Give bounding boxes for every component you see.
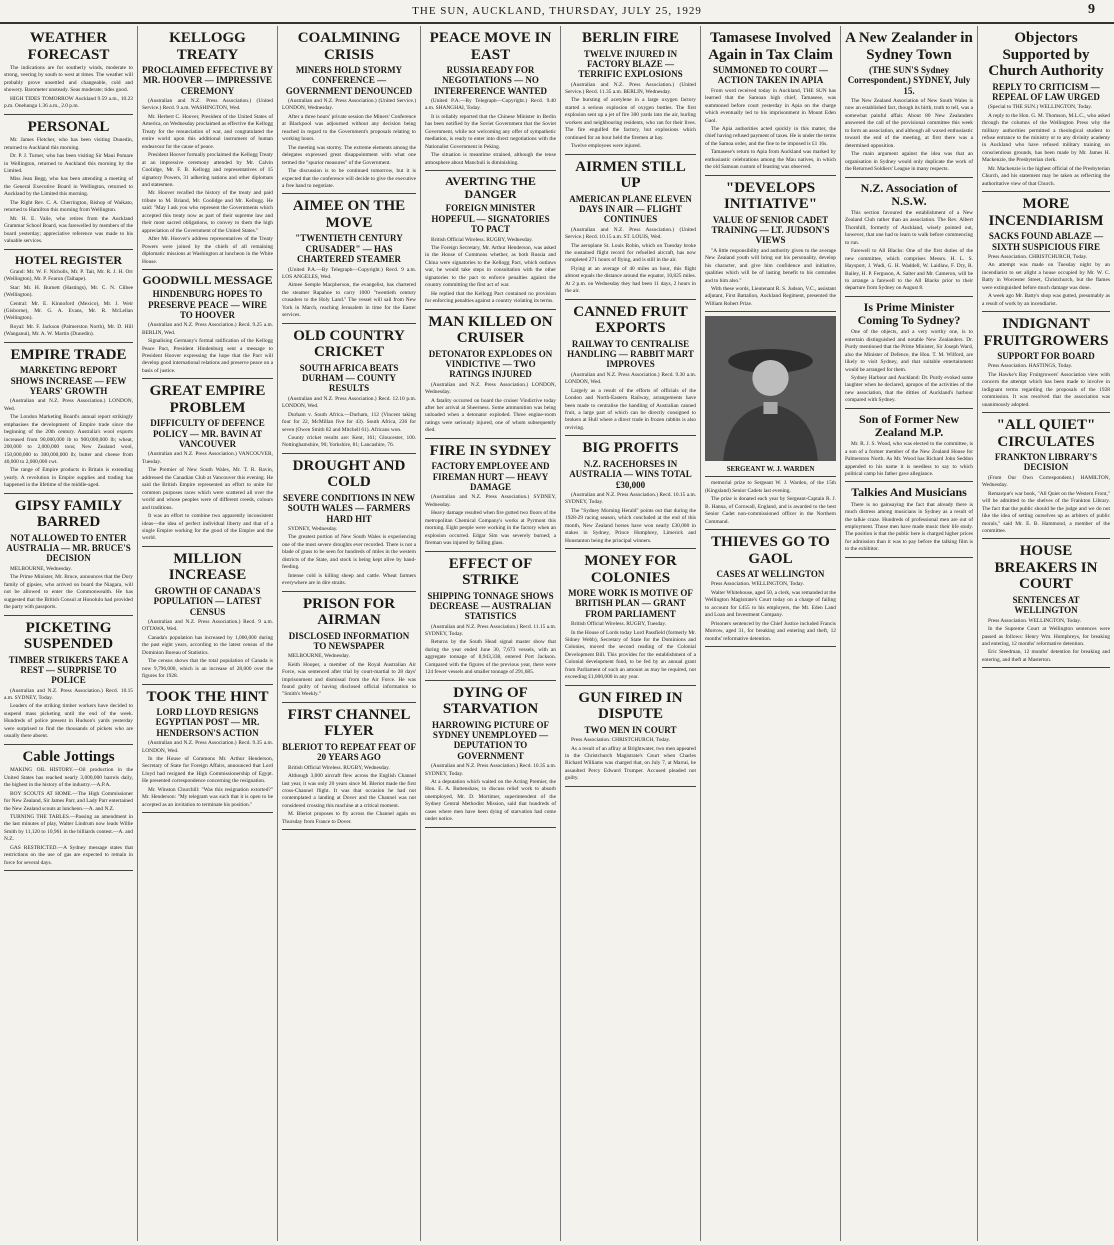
article-paragraph: Press Association. CHRISTCHURCH, Today. — [988, 253, 1088, 260]
article-paragraph: TURNING THE TABLES.—Passing an amendment in the last minutes of play, Walter Lindrum now leads Willie Smith by 11,120 to 10,961 in the billiards contest.—A. and N.Z. — [4, 813, 133, 843]
column-3 — [278, 26, 421, 1241]
article-paragraph: After Mr. Hoover's address representatives of the Treaty Powers were joined by the chiefs of all remaining diplomatic missions at Washington at luncheon in the White House. — [142, 236, 273, 265]
headline: EFFECT OF STRIKE — [448, 555, 533, 588]
subheadline: DETONATOR EXPLODES ON VINDICTIVE — TWO RATINGS INJURED — [428, 348, 553, 380]
article — [425, 556, 556, 681]
divider — [982, 412, 1110, 413]
headline: HOTEL REGISTER — [14, 252, 123, 267]
headline: THIEVES GO TO GAOL — [711, 534, 830, 567]
article-paragraph: (Australian and N.Z. Press Association.) SYDNEY, Wednesday. — [425, 494, 556, 508]
article-paragraph: M. Bleriot proposes to fly across the Channel again on Thursday from France to Dover. — [282, 811, 416, 825]
divider — [142, 812, 273, 813]
column-1 — [0, 26, 138, 1241]
divider — [982, 191, 1110, 192]
divider — [565, 154, 696, 155]
article-paragraph: (Australian and N.Z. Press Association.) Recd. 9.35 a.m. LONDON, Wed. — [142, 740, 273, 754]
divider — [142, 684, 273, 685]
article — [425, 685, 556, 828]
article — [142, 30, 273, 270]
article-paragraph: The indications are for southerly winds, moderate to strong, veering by south to west at times. The weather will probably prove unsettled and changeable, cold and showery. Barometer unsteady. Seas moderate; tides good. — [4, 65, 133, 94]
headline: EMPIRE TRADE — [10, 346, 127, 363]
headline: PEACE MOVE IN EAST — [429, 30, 552, 63]
article-paragraph: It was an effort to combine two apparently inconsistent ideas—the idea of perfect individual liberty and that of a single Empire working for the good of the Empire and the world. — [142, 513, 273, 542]
article-paragraph: MELBOURNE, Wednesday. — [10, 565, 72, 572]
article — [282, 707, 416, 830]
article-paragraph: The aeroplane St. Louis Robin, which on Tuesday broke the sustained flight record for refuelled aircraft, has now completed 271 hours of flying, and is still in the air. — [565, 242, 696, 264]
article — [565, 553, 696, 686]
divider — [142, 378, 273, 379]
article-paragraph: Largely as a result of the efforts of officials of the London and North-Eastern Railway, arrangements have been made to centralise the handling of Australian canned fruit, a large part of which can be directly consigned to brokers at Hull where a direct trade in frozen rabbits is also reviving. — [565, 387, 696, 431]
article-paragraph: The London Marketing Board's annual report strikingly emphasises the development of Empire trade since the beginning of the 20th century. Australia's wool exports increased from 90,000,000 lb to 900,000,000 lb; wheat, 200,000 to 2,000,000 tons; New Zealand wool, 150,000,000 to 300,000,000 lb; butter and cheese from 40,000 to 2,000,000 cwt. — [4, 414, 133, 465]
article-paragraph: The Right Rev. C. A. Cherrington, Bishop of Waikato, returned to Hamilton this morning from Wellington. — [4, 199, 133, 214]
article-paragraph: Press Association. HASTINGS, Today. — [988, 363, 1073, 370]
article — [565, 440, 696, 549]
article-paragraph: A fatality occurred on board the cruiser Vindictive today after her arrival at Sheerness. Some ammunition was being unloaded when a detonator exploded. Three engine-room ratings were seriously injured, one of whom subsequently died. — [425, 397, 556, 434]
article-paragraph: President Hoover formally proclaimed the Kellogg Treaty at an impressive ceremony attended by Mr. Calvin Coolidge, Mr. F. B. Kellogg and representatives of 15 signatory Powers, 31 adhering nations and other diplomats and statesmen. — [142, 152, 273, 189]
divider — [425, 680, 556, 681]
article — [845, 182, 973, 297]
article-paragraph: Miss Jean Begg, who has been attending a meeting of the General Executive Board in Wellington, returned to Auckland by the Limited this morning. — [4, 176, 133, 198]
article-paragraph: (Australian and N.Z. Press Association.) Recd. 10.15 a.m. SYDNEY, Today. — [565, 491, 696, 506]
article — [425, 30, 556, 171]
article-paragraph: After a three hours' private session the Miners' Conference at Blackpool was adjourned without any decision being reached in regard to the Government's proposals relating to working hours. — [282, 113, 416, 143]
article — [982, 196, 1110, 312]
article-paragraph: (Special to THE SUN.) WELLINGTON, Today. — [988, 104, 1092, 111]
article-paragraph: memorial prize to Sergeant W. J. Warden, of the 15th (Kingsland) Senior Cadets last evening. — [705, 480, 836, 494]
article-paragraph: The main argument against the idea was that an organisation in Sydney would only duplicate the work of the Returned Soldiers' League in many respects. — [845, 151, 973, 173]
subheadline: SHIPPING TONNAGE SHOWS DECREASE — AUSTRALIAN STATISTICS — [427, 590, 554, 622]
column-8 — [978, 26, 1114, 1241]
article — [425, 175, 556, 309]
article-paragraph: (Australian and N.Z. Press Association.) (United Service.) Recd. 11.35 a.m. BERLIN, Wednesday. — [565, 81, 696, 95]
divider — [425, 309, 556, 310]
article-paragraph: The New Zealand Association of New South Wales is now an established fact, though its birth, truth to tell, was a somewhat painful affair. About 80 New Zealanders answered the call of the provisional committee this week to form an association, and although all waxed enthusiastic toward the end of the meeting, at first there was a determined opposition. — [845, 98, 973, 149]
subheadline: (THE SUN'S Sydney Correspondent.) SYDNEY, July 15. — [847, 65, 971, 96]
headline: "DEVELOPS INITIATIVE" — [723, 179, 818, 213]
article — [565, 159, 696, 300]
divider — [4, 493, 133, 494]
divider — [425, 827, 556, 828]
article-paragraph: (Australian and N.Z. Press Association.) (United Service.) Recd. 9 a.m. WASHINGTON, Wed. — [142, 98, 273, 112]
divider — [982, 311, 1110, 312]
headline: Tamasese Involved Again in Tax Claim — [708, 30, 833, 63]
article-paragraph: GAS RESTRICTED.—A Sydney message states that restrictions on the use of gas are expected to remain in force for several days. — [4, 844, 133, 866]
article — [705, 180, 836, 313]
divider — [425, 438, 556, 439]
headline: A New Zealander in Sydney Town — [845, 30, 973, 63]
headline: BERLIN FIRE — [581, 30, 680, 46]
article-paragraph: Tamasese's return to Apia from Auckland was marked by enthusiastic celebrations among the Mau natives, in which the old Samoan custom of feasting was observed. — [705, 149, 836, 171]
article-paragraph: Heavy damage resulted when fire gutted two floors of the metropolitan Chemical Company's works at Pyrmont this morning. Eight people were working in the factory when an explosion occurred. Edgar Sim was severely burned; a fireman was injured by falling glass. — [425, 510, 556, 547]
divider — [4, 744, 133, 745]
divider — [565, 435, 696, 436]
subheadline: TWO MEN IN COURT — [584, 724, 677, 735]
article-paragraph: Press Association. WELLINGTON, Today. — [711, 581, 804, 588]
article-paragraph: The Apia authorities acted quickly in this matter, the chief having refused payment of taxes. He is under the terms of the Samoa order, and the fine to be imposed is £1 16s. — [705, 125, 836, 147]
article — [4, 620, 133, 745]
article-paragraph: Farewell to All Blacks: One of the first duties of the new committee, which comprises Messrs. H. L. S. Haysport, J. Wadi, G. H. Waddell, W. Laidlaw, F. Dry, R. Bailey, H. P. Ferguson, A. Salter and Mr. Cameron, will be to arrange a farewell to the All Blacks prior to their departure from Sydney on August 8. — [845, 248, 973, 292]
article-paragraph: Canada's population has increased by 1,000,000 during the past eight years, according to the latest census of the Dominion Bureau of Statistics. — [142, 634, 273, 656]
article-paragraph: The meeting was stormy. The extreme elements among the delegates expressed great disappointment with what one termed the "spurior measures" of the Government. — [282, 144, 416, 166]
article — [705, 30, 836, 176]
subheadline: TWELVE INJURED IN FACTORY BLAZE — TERRIFIC EXPLOSIONS — [578, 48, 683, 80]
article — [4, 254, 133, 343]
article-paragraph: Mr. Winston Churchill: "Was this resignation extorted?" Mr. Henderson: "My telegram was such that it is open to be accepted as an invitation to terminate his position." — [142, 786, 273, 808]
article — [565, 304, 696, 437]
article-paragraph: Prisoners sentenced by the Chief Justice included Francis Morrow, aged 31, for breaking and entering and theft, 12 months' reformative detention. — [705, 620, 836, 642]
article-paragraph: "A little responsibility and authority given to the average New Zealand youth will bring out his personality, develop his character, and give him confidence and initiative, qualities which will be of lasting benefit to his comrades and to him also." — [705, 247, 836, 284]
article-paragraph: An attempt was made on Tuesday night by an incendiarist to set alight a house occupied by Mr. W. C. Batty in Worcester Street, Christchurch, but the flames were extinguished before much damage was done. — [982, 262, 1110, 291]
article — [565, 30, 696, 155]
article-paragraph: (Australian and N.Z. Press Association.) Recd. 9.25 a.m. BERLIN, Wed. — [142, 322, 273, 336]
article — [4, 119, 133, 250]
headline: AIRMEN STILL UP — [575, 158, 686, 192]
article — [4, 347, 133, 494]
subheadline: FOREIGN MINISTER HOPEFUL — SIGNATORIES TO PACT — [431, 203, 550, 235]
article — [425, 443, 556, 552]
headline: N.Z. Association of N.S.W. — [860, 180, 958, 208]
article-paragraph: The greatest portion of New South Wales is experiencing one of the most severe droughts ever recorded. There is not a blade of grass to be seen for hundreds of miles in the western districts of the State, and stock is being kept alive by hand-feeding. — [282, 534, 416, 571]
divider — [282, 829, 416, 830]
divider — [705, 175, 836, 176]
divider — [4, 342, 133, 343]
article-paragraph: This section favoured the establishment of a New Zealand Club rather than an association. The Rev. Albert Thornhill, formerly of Auckland, wisely pointed out, however, that one had to learn to walk before commencing to run. — [845, 209, 973, 246]
article-paragraph: Mr. James Fletcher, who has been visiting Dunedin, returned to Auckland this morning. — [4, 137, 133, 151]
column-2 — [138, 26, 278, 1241]
headline: COALMINING CRISIS — [297, 30, 401, 63]
page-number: 9 — [1088, 2, 1096, 17]
headline: GUN FIRED IN DISPUTE — [578, 689, 683, 723]
article-paragraph: (United P.A.—By Telegraph—Copyright.) Recd. 9 a.m. LOS ANGELES, Wed. — [282, 266, 416, 280]
divider — [4, 870, 133, 871]
article-paragraph: BOY SCOUTS AT HOME.—The High Commissioner for New Zealand, Sir James Parr, and Lady Parr entertained the New Zealand scouts at luncheon.—A. and N.Z. — [4, 790, 133, 812]
headline: HOUSE BREAKERS IN COURT — [994, 543, 1098, 593]
divider — [705, 646, 836, 647]
photo-caption: SERGEANT W. J. WARDEN — [726, 465, 815, 474]
headline: AVERTING THE DANGER — [445, 174, 536, 202]
article — [982, 30, 1110, 192]
headline: MILLION INCREASE — [168, 550, 247, 584]
article — [845, 301, 973, 409]
headline: CANNED FRUIT EXPORTS — [573, 303, 688, 337]
headline: MORE INCENDIARISM — [988, 196, 1104, 229]
headline: WEATHER FORECAST — [27, 30, 110, 63]
subheadline: "TWENTIETH CENTURY CRUSADER" — HAS CHARTERED STEAMER — [295, 233, 403, 265]
article — [282, 458, 416, 592]
divider — [282, 193, 416, 194]
headline: GOODWILL MESSAGE — [142, 273, 273, 287]
article-paragraph: (Australian and N.Z. Press Association.) Recd. 10.15 a.m. SYDNEY, Today. — [4, 687, 133, 702]
subheadline: SEVERE CONDITIONS IN NEW SOUTH WALES — FARMERS HARD HIT — [282, 492, 416, 524]
article-paragraph: The Prime Minister, Mr. Bruce, announces that the Dory family of gipsies, who arrived on board the Niagara, will not be allowed to enter the Commonwealth. He has suggested that the British Consul at Honolulu had provided the party with passports. — [4, 574, 133, 611]
headline: GREAT EMPIRE PROBLEM — [149, 383, 266, 416]
headline: BIG PROFITS — [582, 440, 679, 457]
newspaper-title: THE SUN, AUCKLAND, THURSDAY, JULY 25, 1929 — [412, 5, 702, 17]
headline: Son of Former New Zealand M.P. — [858, 411, 960, 440]
article-paragraph: At a deputation which waited on the Acting Premier, the Hon. E. A. Buttenshaw, to discuss relief work to absorb unemployed, Mr. D. Mortimer, superintendent of the Sydney Central Methodist Mission, said that hundreds of cases where men have been dying of starvation had come under notice. — [425, 778, 556, 823]
article-paragraph: In the House of Lords today Lord Passfield (formerly Mr. Sidney Webb), Secretary of State for the Dominions and Colonies, moved the second reading of the Colonial Development Bill. This provides for the establishment of a Colonial development fund, to be fed by an annual grant from Parliament of such an amount as may be required, not exceeding £1,000,000 in any year. — [565, 629, 696, 681]
article-paragraph: In the House of Commons Mr. Arthur Henderson, Secretary of State for Foreign Affairs, announced that Lord Lloyd had resigned the High Commissionership of Egypt. He presented correspondence concerning the resignation. — [142, 755, 273, 785]
divider — [4, 615, 133, 616]
article — [845, 413, 973, 483]
column-7 — [841, 26, 978, 1241]
headline: PERSONAL — [27, 118, 110, 135]
article-paragraph: Keith Hooper, a member of the Royal Australian Air Force, was sentenced after trial by court-martial to 28 days' imprisonment and dismissal from the Air Force. He was found guilty of having disclosed official information to "Smith's Weekly." — [282, 661, 416, 698]
article — [982, 543, 1110, 668]
article-paragraph: Star: Mr. H. Burnett (Hastings), Mr. C. N. Clibee (Wellington). — [4, 284, 133, 299]
portrait-icon — [705, 316, 836, 461]
column-4 — [421, 26, 561, 1241]
headline: FIRST CHANNEL FLYER — [287, 706, 411, 740]
divider — [565, 685, 696, 686]
article-paragraph: Remarque's war book, "All Quiet on the Western Front," will be admitted to the shelves of the Frankton Library. The fact that the public should be the judge and we do not like the idea of setting ourselves up as arbiters of public morals," said Mr. E. B. Hammond, a member of the committee. — [982, 490, 1110, 534]
subheadline: SUMMONED TO COURT — ACTION TAKEN IN APIA — [713, 65, 828, 86]
article-paragraph: (Australian and N.Z. Press Association.) Recd. 9.30 a.m. LONDON, Wed. — [565, 371, 696, 386]
divider — [845, 408, 973, 409]
headline: MAN KILLED ON CRUISER — [428, 313, 553, 347]
subheadline: REPLY TO CRITICISM — REPEAL OF LAW URGED — [992, 81, 1100, 102]
divider — [845, 177, 973, 178]
article-paragraph: Although 3,000 aircraft flew across the English Channel last year, it was only 20 years since M. Bleriot made the first cross-Channel flight. It was that occasion he had not contemplated a landing at Dover and the Channel was not considered crossing this machine at a critical moment. — [282, 773, 416, 809]
subheadline: RAILWAY TO CENTRALISE HANDLING — RABBIT MART IMPROVES — [567, 338, 694, 370]
article-paragraph: Flying at an average of 40 miles an hour, this flight almost equals the distance around the equator, 10,825 miles. At 2 p.m. on Wednesday they had been 11 days, 2 hours in the air. — [565, 265, 696, 295]
subheadline: AMERICAN PLANE ELEVEN DAYS IN AIR — FLIGHT CONTINUES — [569, 193, 692, 225]
subheadline: NOT ALLOWED TO ENTER AUSTRALIA — MR. BRUCE'S DECISION — [6, 532, 131, 564]
article-paragraph: A reply to the Hon. G. M. Thomson, M.L.C., who asked through the columns of the Wellington Press why the military authorities permitted a theological student to refuse entrance to the ministry or to any divinity academy in Auckland who have refused military training on conscientious grounds, has been made by Mr. James H. Mackenzie, the Presbyterian clerk. — [982, 112, 1110, 164]
article-paragraph: SYDNEY, Wednesday. — [288, 525, 338, 532]
article-paragraph: Press Association. WELLINGTON, Today. — [988, 617, 1081, 624]
article — [845, 486, 973, 557]
article-paragraph: As a result of an affray at Brightwater, two men appeared in the Christchurch Magistrate's Court when Charles Richard Williams was charged that, on July 7, at Marrai, he assaulted Percy Edward Trumper. Accused pleaded not guilty. — [565, 745, 696, 782]
article-paragraph: A week ago Mr. Batty's shop was gutted, presumably as a result of work by an incendiarist. — [982, 293, 1110, 307]
article-paragraph: With these words, Lieutenant R. S. Judson, V.C., assistant adjutant, First Battalion, Auckland Regiment, presented the William Robert Prize. — [705, 285, 836, 307]
article-paragraph: British Official Wireless. RUGBY, Wednesday. — [431, 236, 533, 243]
divider — [705, 476, 836, 477]
divider — [705, 311, 836, 312]
article-paragraph: Leaders of the striking timber workers have decided to suspend mass picketing until the end of the week. Hundreds of police present in Hudson's yards yesterday were surprised to find the thousands of pickets who are usually there absent. — [4, 703, 133, 740]
newspaper-page — [0, 26, 1114, 1241]
divider — [565, 548, 696, 549]
article-paragraph: In the Supreme Court at Wellington sentences were passed as follows: Henry Wm. Humphreys, for breaking and entering, 12 months' reformative detention. — [982, 626, 1110, 647]
column-6 — [701, 26, 841, 1241]
article-paragraph: There is no gainsaying the fact that already there is much distress among musicians in Sydney as a result of the talkie craze. Hundreds of professional men are out of employment. Those men have made music their life study. The position is that the public here is charged higher prices for admission than it was to pay before the talking film is to the exhibitor. — [845, 501, 973, 553]
divider — [845, 557, 973, 558]
article — [142, 689, 273, 814]
subheadline: MINERS HOLD STORMY CONFERENCE — GOVERNMENT DENOUNCED — [285, 65, 413, 96]
headline: AIMEE ON THE MOVE — [292, 198, 406, 231]
article-paragraph: County cricket results are: Kent, 161; Gloucester, 100. Nottinghamshire, 90; Yorkshire, 81; Lancashire, 76. — [282, 434, 416, 449]
article-paragraph: Mr. Herbert C. Hoover, President of the United States of America, on Wednesday proclaimed as effective the Kellogg Treaty for the renunciation of war, and congratulated the entire world upon this additional instrument of human endeavour for the cause of peace. — [142, 113, 273, 150]
article-paragraph: MELBOURNE, Wednesday. — [288, 653, 350, 660]
masthead — [0, 0, 1114, 24]
article — [705, 316, 836, 477]
article-paragraph: (Australian and N.Z. Press Association.) VANCOUVER, Tuesday. — [142, 451, 273, 465]
headline: Is Prime Minister Coming To Sydney? — [857, 299, 961, 328]
subheadline: GROWTH OF CANADA'S POPULATION — LATEST CENSUS — [153, 585, 262, 617]
headline: "ALL QUIET" CIRCULATES — [996, 417, 1096, 450]
divider — [982, 667, 1110, 668]
article-paragraph: British Official Wireless. RUGBY, Tuesday. — [571, 621, 667, 628]
subheadline: PROCLAIMED EFFECTIVE BY MR. HOOVER — IMPRESSIVE CEREMONY — [142, 65, 274, 96]
article-paragraph: He replied that the Kellogg Pact contained no provision for enforcing penalties against a country violating its terms. — [425, 290, 556, 305]
subheadline: BLERIOT TO REPEAT FEAT OF 20 YEARS AGO — [282, 741, 416, 763]
divider — [282, 323, 416, 324]
headline: PICKETING SUSPENDED — [23, 619, 114, 653]
divider — [845, 296, 973, 297]
divider — [142, 546, 273, 547]
article-paragraph: (From Our Own Correspondent.) HAMILTON, Wednesday. — [982, 474, 1110, 489]
headline: MONEY FOR COLONIES — [584, 553, 677, 586]
headline: Objectors Supported by Church Authority — [988, 30, 1104, 79]
article — [4, 749, 133, 871]
subheadline: SUPPORT FOR BOARD — [997, 351, 1095, 362]
article-paragraph: The Foreign Secretary, Mr. Arthur Henderson, was asked in the House of Commons whether, as both Russia and China were signatories to the Kellogg Pact, which outlaws war, he would take steps in consultation with the other signatories to the pact to enforce penalties against the country committing the first act of war. — [425, 244, 556, 289]
article-paragraph: The bursting of acetylene in a large oxygen factory started a serious explosion of oxygen bottles. The first explosion sent up a jet of fire 300 yards into the air, hurling workers and neighbouring residents, who ran for their lives. The fire engulfed the factory, but explosions which continued for an hour held the firemen at bay. — [565, 97, 696, 141]
subheadline: SENTENCES AT WELLINGTON — [1012, 594, 1080, 616]
headline: KELLOGG TREATY — [169, 30, 246, 63]
article-paragraph: From word received today in Auckland, THE SUN has learned that the Samoan high chief, Tamasese, was summoned before court yesterday in Apia on the charge which eventually led to his imprisonment in Mount Eden Gaol. — [705, 87, 836, 124]
divider — [845, 481, 973, 482]
subheadline: CASES AT WELLINGTON — [716, 569, 825, 580]
article-paragraph: Dr. P. J. Turner, who has been visiting Sir Maui Pomare in Wellington, returned to Auckland this morning by the Limited. — [4, 153, 133, 175]
article-paragraph: Eric Steedman, 12 months' detention for breaking and entering, and theft at Masterton. — [982, 649, 1110, 663]
subheadline: MORE WORK IS MOTIVE OF BRITISH PLAN — GRANT FROM PARLIAMENT — [568, 588, 693, 619]
headline: DYING OF STARVATION — [442, 684, 539, 718]
divider — [705, 529, 836, 530]
article-paragraph: Durham v. South Africa.—Durham, 112 (Vincent taking four for 22, McMillan five for 43). South Africa, 236 for seven (Owen Smith 82 and Mitchell 61). Africans won. — [282, 411, 416, 433]
subheadline: N.Z. RACEHORSES IN AUSTRALIA — WINS TOTAL £30,000 — [569, 458, 692, 490]
subheadline: DISCLOSED INFORMATION TO NEWSPAPER — [288, 630, 410, 651]
article — [142, 383, 273, 546]
headline: Talkies And Musicians — [851, 485, 967, 500]
article — [982, 316, 1110, 413]
article — [705, 534, 836, 647]
article-paragraph: Mr. Mackenzie is the highest official of the Presbyterian Church, and his statement may be taken as reflecting the authoritative view of that Church. — [982, 165, 1110, 187]
article — [282, 198, 416, 323]
divider — [282, 453, 416, 454]
article-paragraph: Mr. Hoover recalled the history of the treaty and paid tribute to M. Briand, Mr. Coolidge and Mr. Kellogg. He said: "May I ask you who represent the Governments which accepted this treaty now as part of their supreme law and their most sacred obligations, to convey to them the high appreciation of the Government of the United States." — [142, 190, 273, 234]
subheadline: FRANKTON LIBRARY'S DECISION — [994, 452, 1098, 473]
divider — [282, 591, 416, 592]
article — [4, 30, 133, 115]
article-paragraph: Royal: Mr. F. Jackson (Palmerston North), Mr. D. Hill (Wanganui), Mr. A. W. Martin (Dunedin). — [4, 323, 133, 338]
article-paragraph: (Australian and N.Z. Press Association.) LONDON, Wed. — [4, 398, 133, 412]
article-paragraph: (Australian and N.Z. Press Association.) Recd. 10.35 a.m. SYDNEY, Today. — [425, 763, 556, 777]
subheadline: HINDENBURG HOPES TO PRESERVE PEACE — WIRE TO HOOVER — [148, 289, 267, 320]
subheadline: RUSSIA READY FOR NEGOTIATIONS — NO INTERFERENCE WANTED — [433, 65, 548, 96]
article-paragraph: Intense cold is killing sheep and cattle. Wheat farmers everywhere are in dire straits. — [282, 572, 416, 587]
article — [705, 480, 836, 530]
divider — [565, 299, 696, 300]
headline: GIPSY FAMILY BARRED — [14, 497, 123, 531]
article-paragraph: (Australian and N.Z. Press Association.) LONDON, Wednesday. — [425, 381, 556, 396]
article-paragraph: Signalising Germany's formal ratification of the Kellogg Peace Pact, President Hindenburg sent a message to President Hoover expressing the hope that the Pact will develop good international relations and preserve peace on a basis of justice. — [142, 338, 273, 374]
article — [282, 596, 416, 703]
article-paragraph: Walter Whitehouse, aged 50, a clerk, was remanded at the Wellington Magistrate's Court today on a charge of failing to account for £455 to his employers, the Mt. Eden Land and Loan and Investment Company. — [705, 589, 836, 619]
article — [425, 314, 556, 439]
article-paragraph: The prize is donated each year by Sergeant-Captain R. J. B. Hanna, of Cornwall, England, and is awarded to the best Senior Cadet non-commissioned officer in the Northern Command. — [705, 496, 836, 525]
article-paragraph: The census shows that the total population of Canada is now 9,796,000, which is an increase of 28,000 over the figures for 1928. — [142, 658, 273, 680]
subheadline: TIMBER STRIKERS TAKE A REST — SURPRISE TO POLICE — [8, 654, 129, 686]
article-paragraph: The Premier of New South Wales, Mr. T. R. Bavin, addressed the Canadian Club at Vancouver this evening. He said the British Empire represented an effort to unite for common purposes races which were scattered all over the world and whose peoples were of different creeds, colours and traditions. — [142, 467, 273, 511]
headline: OLD COUNTRY CRICKET — [293, 327, 405, 361]
article-paragraph: The situation is meantime strained, although the tense atmosphere about Manchuli is diminishing. — [425, 152, 556, 166]
column-5 — [561, 26, 701, 1241]
divider — [4, 249, 133, 250]
subheadline: DIFFICULTY OF DEFENCE POLICY — MR. BAVIN AT VANCOUVER — [150, 418, 265, 450]
article-paragraph: British Official Wireless. RUGBY, Wednesday. — [288, 764, 390, 771]
article-paragraph: The "Sydney Morning Herald" points out that during the 1928-29 racing season, which concluded at the end of this month, New Zealand horses have won nearly £30,000 in stakes in Sydney, Prince Humphrey, Limerick and Hunstanton being the principal winners. — [565, 507, 696, 544]
divider — [982, 538, 1110, 539]
headline: DROUGHT AND COLD — [292, 457, 406, 491]
subheadline: FACTORY EMPLOYEE AND FIREMAN HURT — HEAVY DAMAGE — [431, 461, 550, 492]
divider — [425, 551, 556, 552]
article-paragraph: (Australian and N.Z. Press Association.) Recd. 12.10 p.m. LONDON, Wed. — [282, 395, 416, 410]
subheadline: VALUE OF SENIOR CADET TRAINING — LT. JUDSON'S VIEWS — [711, 214, 830, 246]
article — [282, 328, 416, 454]
article-paragraph: MAKING OIL HISTORY.—Oil production in the United States has reached nearly 3,000,000 barrels daily, the highest in the history of the industry.—A.P.A. — [4, 767, 133, 789]
article-paragraph: Twelve employees were injured. — [571, 143, 641, 150]
article-paragraph: The range of Empire products in Britain is extending yearly. A revolution in Empire supplies and trading has happened in the lifetime of the middle-aged. — [4, 467, 133, 489]
article-paragraph: Aimee Semple Macpherson, the evangelist, has chartered the steamer Rapahoe to carry 1000 "twentieth century crusaders to the Holy Land." The vessel will sail from New York in March, reaching Jerusalem in time for the Easter services. — [282, 282, 416, 319]
article — [142, 551, 273, 685]
article-paragraph: Press Association. CHRISTCHURCH, Today. — [571, 737, 671, 744]
article-paragraph: Mr. H. E. Vaile, who retires from the Auckland Grammar School Board, was farewelled by members of the board yesterday; appreciative reference was made to his valuable services. — [4, 215, 133, 245]
headline: Cable Jottings — [22, 748, 115, 765]
portrait-photo — [705, 316, 836, 461]
article-paragraph: (Australian and N.Z. Press Association.) Recd. 9 a.m. OTTAWA, Wed. — [142, 618, 273, 633]
divider — [4, 114, 133, 115]
headline: INDIGNANT FRUITGROWERS — [983, 316, 1109, 349]
article-paragraph: (Australian and N.Z. Press Association.) (United Service.) LONDON, Wednesday. — [282, 98, 416, 112]
article — [142, 274, 273, 379]
article — [4, 498, 133, 616]
subheadline: SACKS FOUND ABLAZE — SIXTH SUSPICIOUS FIRE — [988, 231, 1104, 252]
divider — [282, 702, 416, 703]
article-paragraph: (Australian and N.Z. Press Association.) (United Service.) Recd. 10.15 a.m. ST. LOUIS, Wed. — [565, 226, 696, 241]
subheadline: LORD LLOYD RESIGNS EGYPTIAN POST — MR. HENDERSON'S ACTION — [155, 707, 260, 738]
headline: FIRE IN SYDNEY — [429, 442, 552, 459]
divider — [565, 786, 696, 787]
article — [565, 690, 696, 787]
article — [982, 417, 1110, 539]
article-paragraph: Sydney Harbour and Auckland: Dr. Purdy evoked some laughter when he declared, apropos of the activities of the new association, that the ditties of Auckland's harbour compared with Sydney. — [845, 375, 973, 404]
article-paragraph: (Australian and N.Z. Press Association.) Recd. 11.15 a.m. SYDNEY, Today. — [425, 623, 556, 637]
article-paragraph: One of the objects, and a very worthy one, is to entertain distinguished and notable New Zealanders. Dr. Purdy mentioned that the Prime Minister, Sir Joseph Ward, also the Minister of Defence, the Hon. T. M. Wilford, are likely to visit Sydney, and that suitable entertainment would be arranged for them. — [845, 329, 973, 373]
headline: PRISON FOR AIRMAN — [302, 595, 396, 629]
article — [845, 30, 973, 178]
subheadline: HARROWING PICTURE OF SYDNEY UNEMPLOYED — DEPUTATION TO GOVERNMENT — [431, 719, 549, 761]
article-paragraph: The Hawke's Bay Fruitgrowers' Association view with concern the attempt which has been made to involve in indignant terms regarding the proposals of the 1928 commission. It was resolved that the association was unanimously adopted. — [982, 371, 1110, 408]
divider — [425, 170, 556, 171]
article-paragraph: It is reliably reported that the Chinese Minister in Berlin has been notified by the Soviet Government that the Soviet Government, while not welcoming any offer of sympathetic mediation, is ready to enter into direct negotiations with the Nationalist Government in Peking. — [425, 113, 556, 150]
article-paragraph: Grand: Mr. W. F. Nicholls, Mr. P. Tait, Mr. R. J. H. Orr (Wellington), Mr. P. Fearon (Taihape). — [4, 268, 133, 283]
headline: TOOK THE HINT — [146, 688, 269, 705]
subheadline: MARKETING REPORT SHOWS INCREASE — FEW YEARS' GROWTH — [10, 365, 127, 397]
article-paragraph: The discussion is to be continued tomorrow, but it is expected that the conference will decide to give the executive a free hand to negotiate. — [282, 168, 416, 190]
article-paragraph: Mr. R. J. S. Wood, who was elected to the committee, is a son of a former member of the New Zealand House for Palmerston North. As Mr. Wood has Richard John Seddon appended to his name it is needless to say to which political camp his father gave allegiance. — [845, 441, 973, 478]
article-paragraph: Central: Mr. E. Kinnoford (Mexico), Mr. J. Weir (Gisborne), Mr. G. A. Evans, Mr. R. McLellan (Wellington). — [4, 300, 133, 322]
divider — [142, 269, 273, 270]
article-paragraph: Returns by the South Head signal master show that during the year ended June 30, 7,673 vessels, with an aggregate tonnage of 8,943,338, entered Port Jackson. Compared with the figures of the previous year, there were 124 fewer vessels and smaller tonnage of 291,685. — [425, 639, 556, 676]
subheadline: SOUTH AFRICA BEATS DURHAM — COUNTY RESULTS — [299, 362, 399, 394]
article-paragraph: HIGH TIDES TOMORROW Auckland 9.59 a.m., 10.23 p.m. Onehunga 1.36 a.m., 2.0 p.m. — [4, 95, 133, 110]
article — [282, 30, 416, 194]
article-paragraph: (United P.A.—By Telegraph—Copyright.) Recd. 9.40 a.m. SHANGHAI, Today. — [425, 98, 556, 112]
